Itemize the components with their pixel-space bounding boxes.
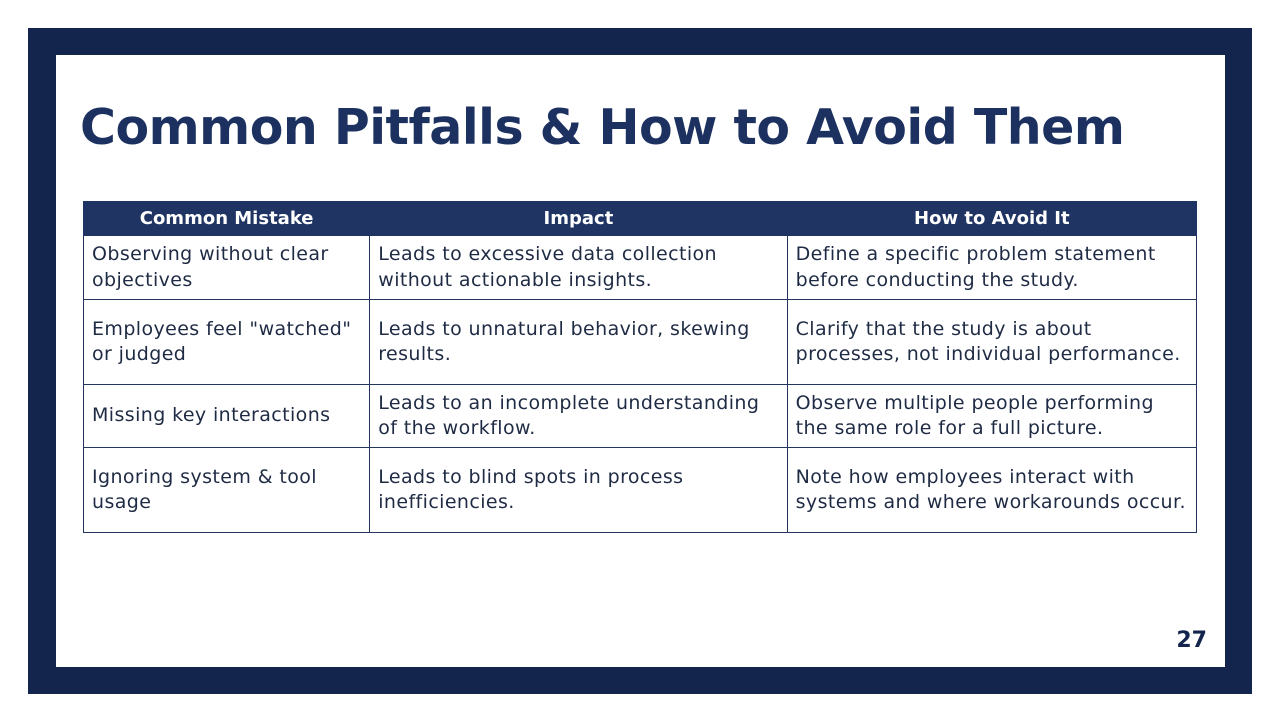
impact-cell: Leads to an incomplete understanding of the workflow. xyxy=(370,385,787,448)
page-number: 27 xyxy=(1176,628,1207,653)
pitfalls-table xyxy=(83,201,1197,533)
avoid-cell: Note how employees interact with systems and where workarounds occur. xyxy=(787,448,1196,533)
header-common-mistake: Common Mistake xyxy=(84,202,370,236)
avoid-cell: Observe multiple people performing the same role for a full picture. xyxy=(787,385,1196,448)
mistake-cell: Employees feel "watched" or judged xyxy=(84,300,370,385)
table-row xyxy=(84,448,1197,533)
mistake-cell: Ignoring system & tool usage xyxy=(84,448,370,533)
header-how-to-avoid: How to Avoid It xyxy=(787,202,1196,236)
avoid-cell: Define a specific problem statement before conducting the study. xyxy=(787,236,1196,300)
table-header-row xyxy=(84,202,1197,236)
impact-cell: Leads to blind spots in process inefficiencies. xyxy=(370,448,787,533)
table-row xyxy=(84,300,1197,385)
impact-cell: Leads to excessive data collection without actionable insights. xyxy=(370,236,787,300)
table-row xyxy=(84,236,1197,300)
table-row xyxy=(84,385,1197,448)
avoid-cell: Clarify that the study is about processes, not individual performance. xyxy=(787,300,1196,385)
impact-cell: Leads to unnatural behavior, skewing results. xyxy=(370,300,787,385)
slide-title: Common Pitfalls & How to Avoid Them xyxy=(80,99,1125,156)
header-impact: Impact xyxy=(370,202,787,236)
mistake-cell: Observing without clear objectives xyxy=(84,236,370,300)
mistake-cell: Missing key interactions xyxy=(84,385,370,448)
